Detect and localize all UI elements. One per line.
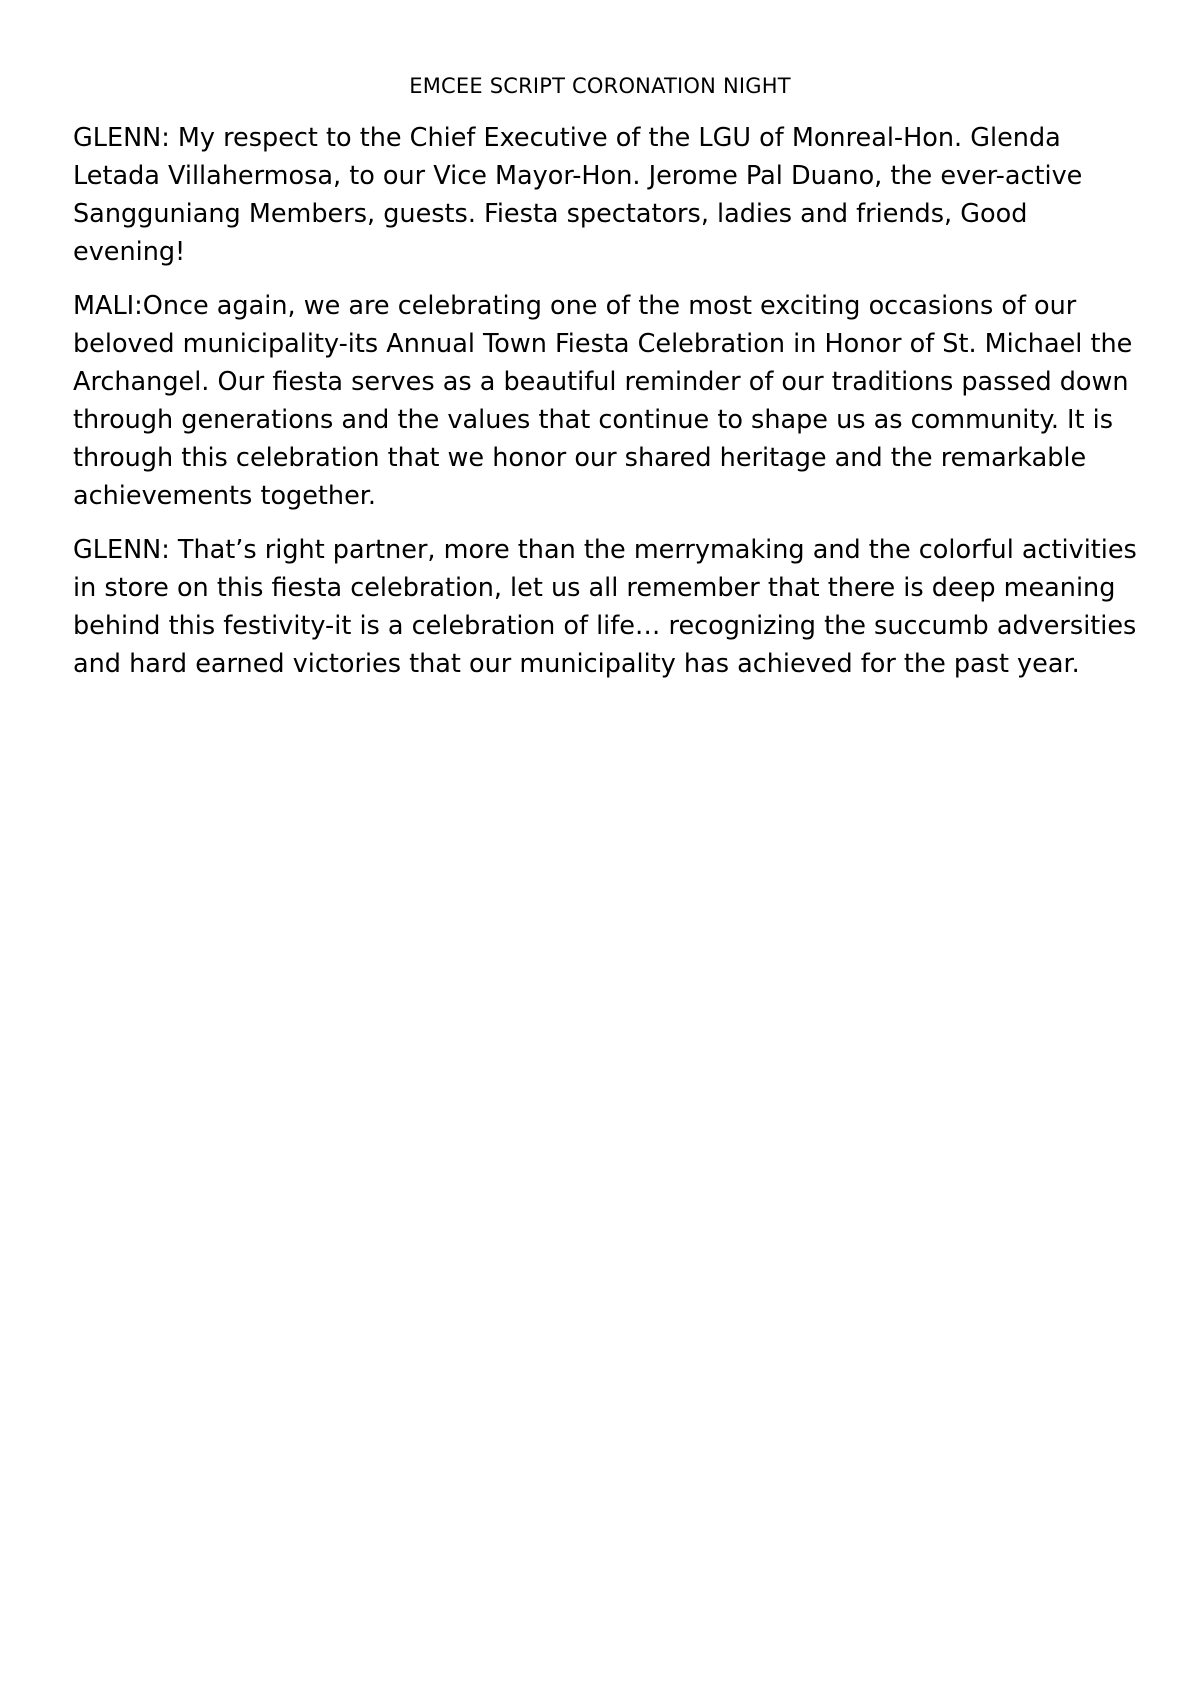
document-body xyxy=(73,119,1143,699)
document-title: EMCEE SCRIPT CORONATION NIGHT xyxy=(409,74,791,98)
paragraph-glenn-greeting: GLENN: My respect to the Chief Executive of the LGU of Monreal-Hon. Glenda Letada Villahermosa, to our Vice Mayor-Hon. Jerome Pal Duano, the ever-active Sangguniang Members, guests. Fiesta spectators, ladies and friends, Good evening! xyxy=(73,123,1083,267)
paragraph-glenn-meaning: GLENN: That’s right partner, more than the merrymaking and the colorful activities in store on this fiesta celebration, let us all remember that there is deep meaning behind this festivity-it is a celebration of life… recognizing the succumb adversities and hard earned victories that our municipality has achieved for the past year. xyxy=(73,535,1137,679)
paragraph-mali-fiesta: MALI:Once again, we are celebrating one of the most exciting occasions of our beloved municipality-its Annual Town Fiesta Celebration in Honor of St. Michael the Archangel. Our fiesta serves as a beautiful reminder of our traditions passed down through generations and the values that continue to shape us as community. It is through this celebration that we honor our shared heritage and the remarkable achievements together. xyxy=(73,291,1133,511)
